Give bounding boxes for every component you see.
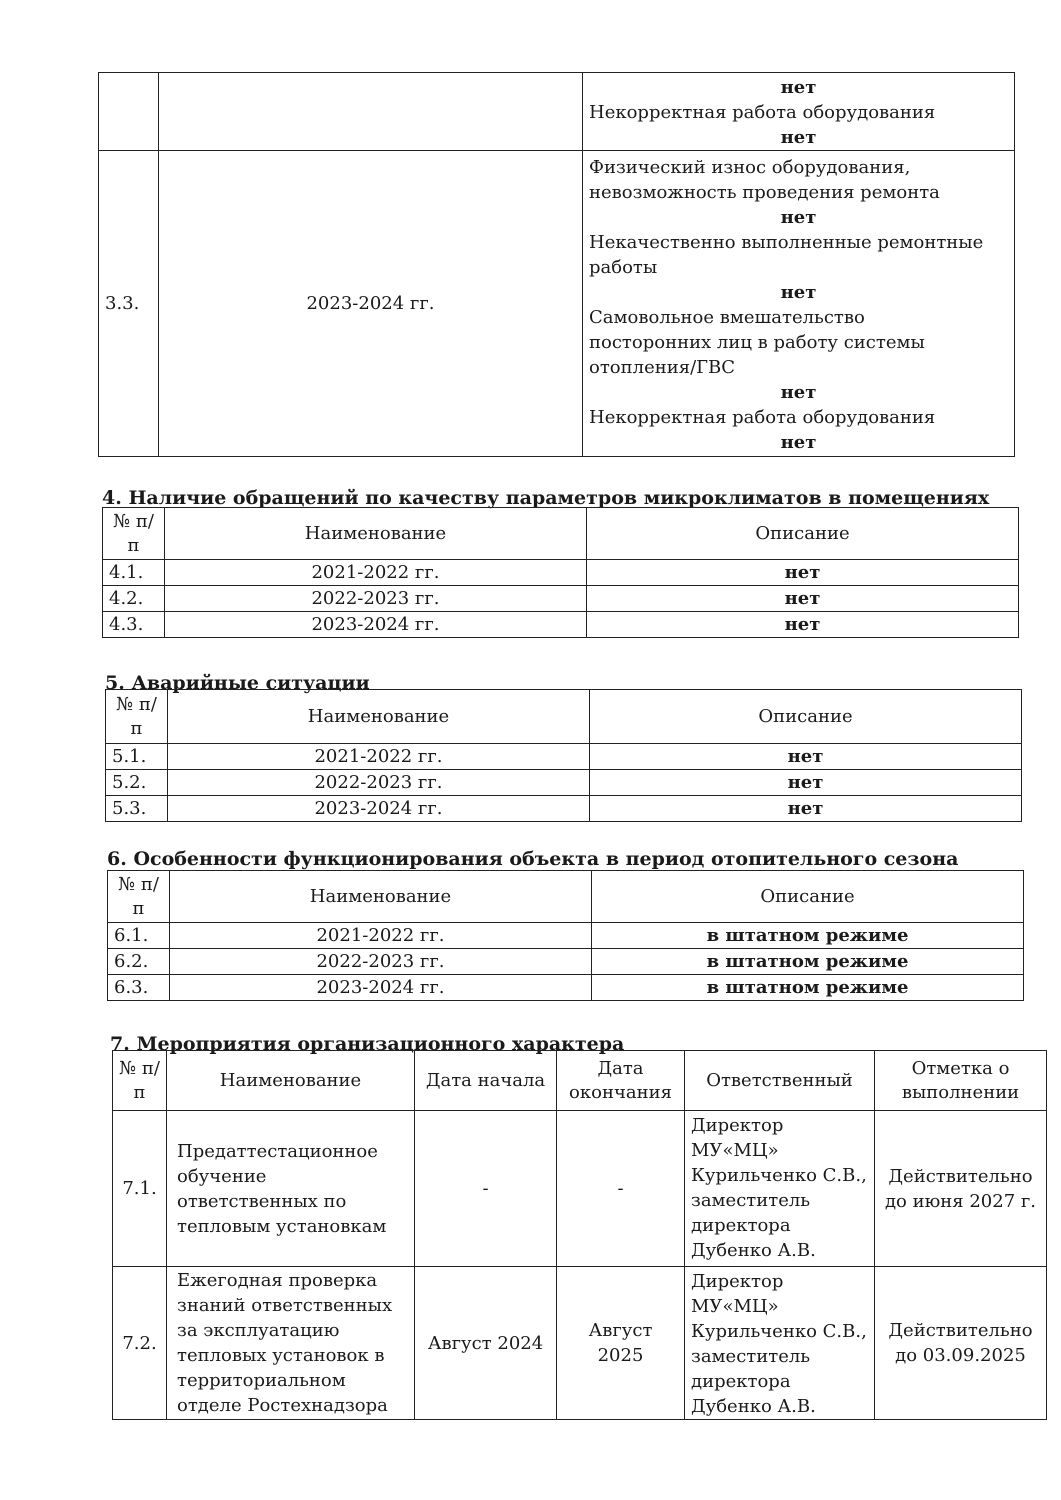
cell-name: 2022-2023 гг. <box>170 949 592 975</box>
cell-num: 4.1. <box>103 560 165 586</box>
cell-resp: Директор МУ«МЦ» Курильченко С.В., заместитель директора Дубенко А.В. <box>685 1267 875 1420</box>
cell-desc: в штатном режиме <box>592 923 1024 949</box>
description-line: Некорректная работа оборудования <box>589 102 936 123</box>
description-line: Некорректная работа оборудования <box>589 407 936 428</box>
table-row <box>106 796 1022 822</box>
cell-name: Предаттестационное обучение ответственных по тепловым установкам <box>167 1111 415 1267</box>
section7-table <box>112 1050 1047 1420</box>
cell-name: 2021-2022 гг. <box>170 923 592 949</box>
table-row <box>113 1267 1047 1420</box>
cell-name: 2023-2024 гг. <box>159 151 583 457</box>
cell-resp: Директор МУ«МЦ» Курильченко С.В., заместитель директора Дубенко А.В. <box>685 1111 875 1267</box>
cell-desc <box>583 73 1015 151</box>
header-name: Наименование <box>170 871 592 923</box>
table-header-row <box>113 1051 1047 1111</box>
header-resp: Ответственный <box>685 1051 875 1111</box>
section4-table <box>102 507 1019 638</box>
description-line: невозможность проведения ремонта <box>589 182 940 203</box>
table-header-row <box>108 871 1024 923</box>
cell-num: 5.1. <box>106 744 168 770</box>
description-line: отопления/ГВС <box>589 357 736 378</box>
cell-name: 2022-2023 гг. <box>165 586 587 612</box>
table-header-row <box>106 690 1022 744</box>
description-line: работы <box>589 257 658 278</box>
table-row <box>103 586 1019 612</box>
header-desc: Описание <box>592 871 1024 923</box>
table-header-row <box>103 508 1019 560</box>
header-num: № п/п <box>108 871 170 923</box>
table-row <box>99 151 1015 457</box>
cell-name: 2023-2024 гг. <box>168 796 590 822</box>
header-name: Наименование <box>168 690 590 744</box>
status-value: нет <box>780 432 817 453</box>
table-row <box>99 73 1015 151</box>
cell-desc: нет <box>590 744 1022 770</box>
status-value: нет <box>780 382 817 403</box>
header-desc: Описание <box>587 508 1019 560</box>
status-value: нет <box>780 207 817 228</box>
cell-desc <box>583 151 1015 457</box>
cell-num <box>99 73 159 151</box>
cell-name: 2021-2022 гг. <box>165 560 587 586</box>
header-num: № п/п <box>113 1051 167 1111</box>
header-num: № п/п <box>103 508 165 560</box>
cell-start: Август 2024 <box>415 1267 557 1420</box>
header-desc: Описание <box>590 690 1022 744</box>
cell-mark: Действительно до 03.09.2025 <box>875 1267 1047 1420</box>
section6-table <box>107 870 1024 1001</box>
cell-desc: в штатном режиме <box>592 949 1024 975</box>
section5-title: 5. Аварийные ситуации <box>105 672 370 694</box>
table-row <box>103 612 1019 638</box>
cell-num: 3.3. <box>99 151 159 457</box>
cell-num: 4.3. <box>103 612 165 638</box>
status-value: нет <box>780 282 817 303</box>
cell-num: 7.1. <box>113 1111 167 1267</box>
cell-desc: нет <box>590 796 1022 822</box>
cell-end: - <box>557 1111 685 1267</box>
cell-num: 7.2. <box>113 1267 167 1420</box>
table-row <box>106 744 1022 770</box>
table-row <box>106 770 1022 796</box>
cell-name <box>159 73 583 151</box>
header-end: Дата окончания <box>557 1051 685 1111</box>
cell-num: 6.3. <box>108 975 170 1001</box>
section3-table <box>98 72 1015 457</box>
cell-name: Ежегодная проверка знаний ответственных за эксплуатацию тепловых установок в территориальном отделе Ростехнадзора <box>167 1267 415 1420</box>
table-row <box>113 1111 1047 1267</box>
header-mark: Отметка о выполнении <box>875 1051 1047 1111</box>
header-name: Наименование <box>165 508 587 560</box>
description-line: Физический износ оборудования, <box>589 157 911 178</box>
section7-title: 7. Мероприятия организационного характера <box>110 1033 625 1055</box>
table-row <box>108 949 1024 975</box>
header-num: № п/п <box>106 690 168 744</box>
cell-name: 2023-2024 гг. <box>165 612 587 638</box>
section5-table <box>105 689 1022 822</box>
cell-mark: Действительно до июня 2027 г. <box>875 1111 1047 1267</box>
cell-name: 2022-2023 гг. <box>168 770 590 796</box>
cell-desc: нет <box>590 770 1022 796</box>
cell-desc: нет <box>587 560 1019 586</box>
table-row <box>103 560 1019 586</box>
table-row <box>108 975 1024 1001</box>
cell-desc: нет <box>587 586 1019 612</box>
cell-name: 2023-2024 гг. <box>170 975 592 1001</box>
cell-start: - <box>415 1111 557 1267</box>
table-row <box>108 923 1024 949</box>
cell-num: 6.2. <box>108 949 170 975</box>
cell-desc: нет <box>587 612 1019 638</box>
cell-end: Август 2025 <box>557 1267 685 1420</box>
status-value: нет <box>780 127 817 148</box>
cell-num: 4.2. <box>103 586 165 612</box>
description-line: посторонних лиц в работу системы <box>589 332 925 353</box>
cell-num: 5.2. <box>106 770 168 796</box>
description-line: Самовольное вмешательство <box>589 307 865 328</box>
status-value: нет <box>780 77 817 98</box>
header-start: Дата начала <box>415 1051 557 1111</box>
section6-title: 6. Особенности функционирования объекта в период отопительного сезона <box>107 848 959 870</box>
header-name: Наименование <box>167 1051 415 1111</box>
cell-num: 5.3. <box>106 796 168 822</box>
cell-desc: в штатном режиме <box>592 975 1024 1001</box>
description-line: Некачественно выполненные ремонтные <box>589 232 984 253</box>
section4-title: 4. Наличие обращений по качеству параметров микроклиматов в помещениях <box>102 487 990 509</box>
cell-num: 6.1. <box>108 923 170 949</box>
cell-name: 2021-2022 гг. <box>168 744 590 770</box>
